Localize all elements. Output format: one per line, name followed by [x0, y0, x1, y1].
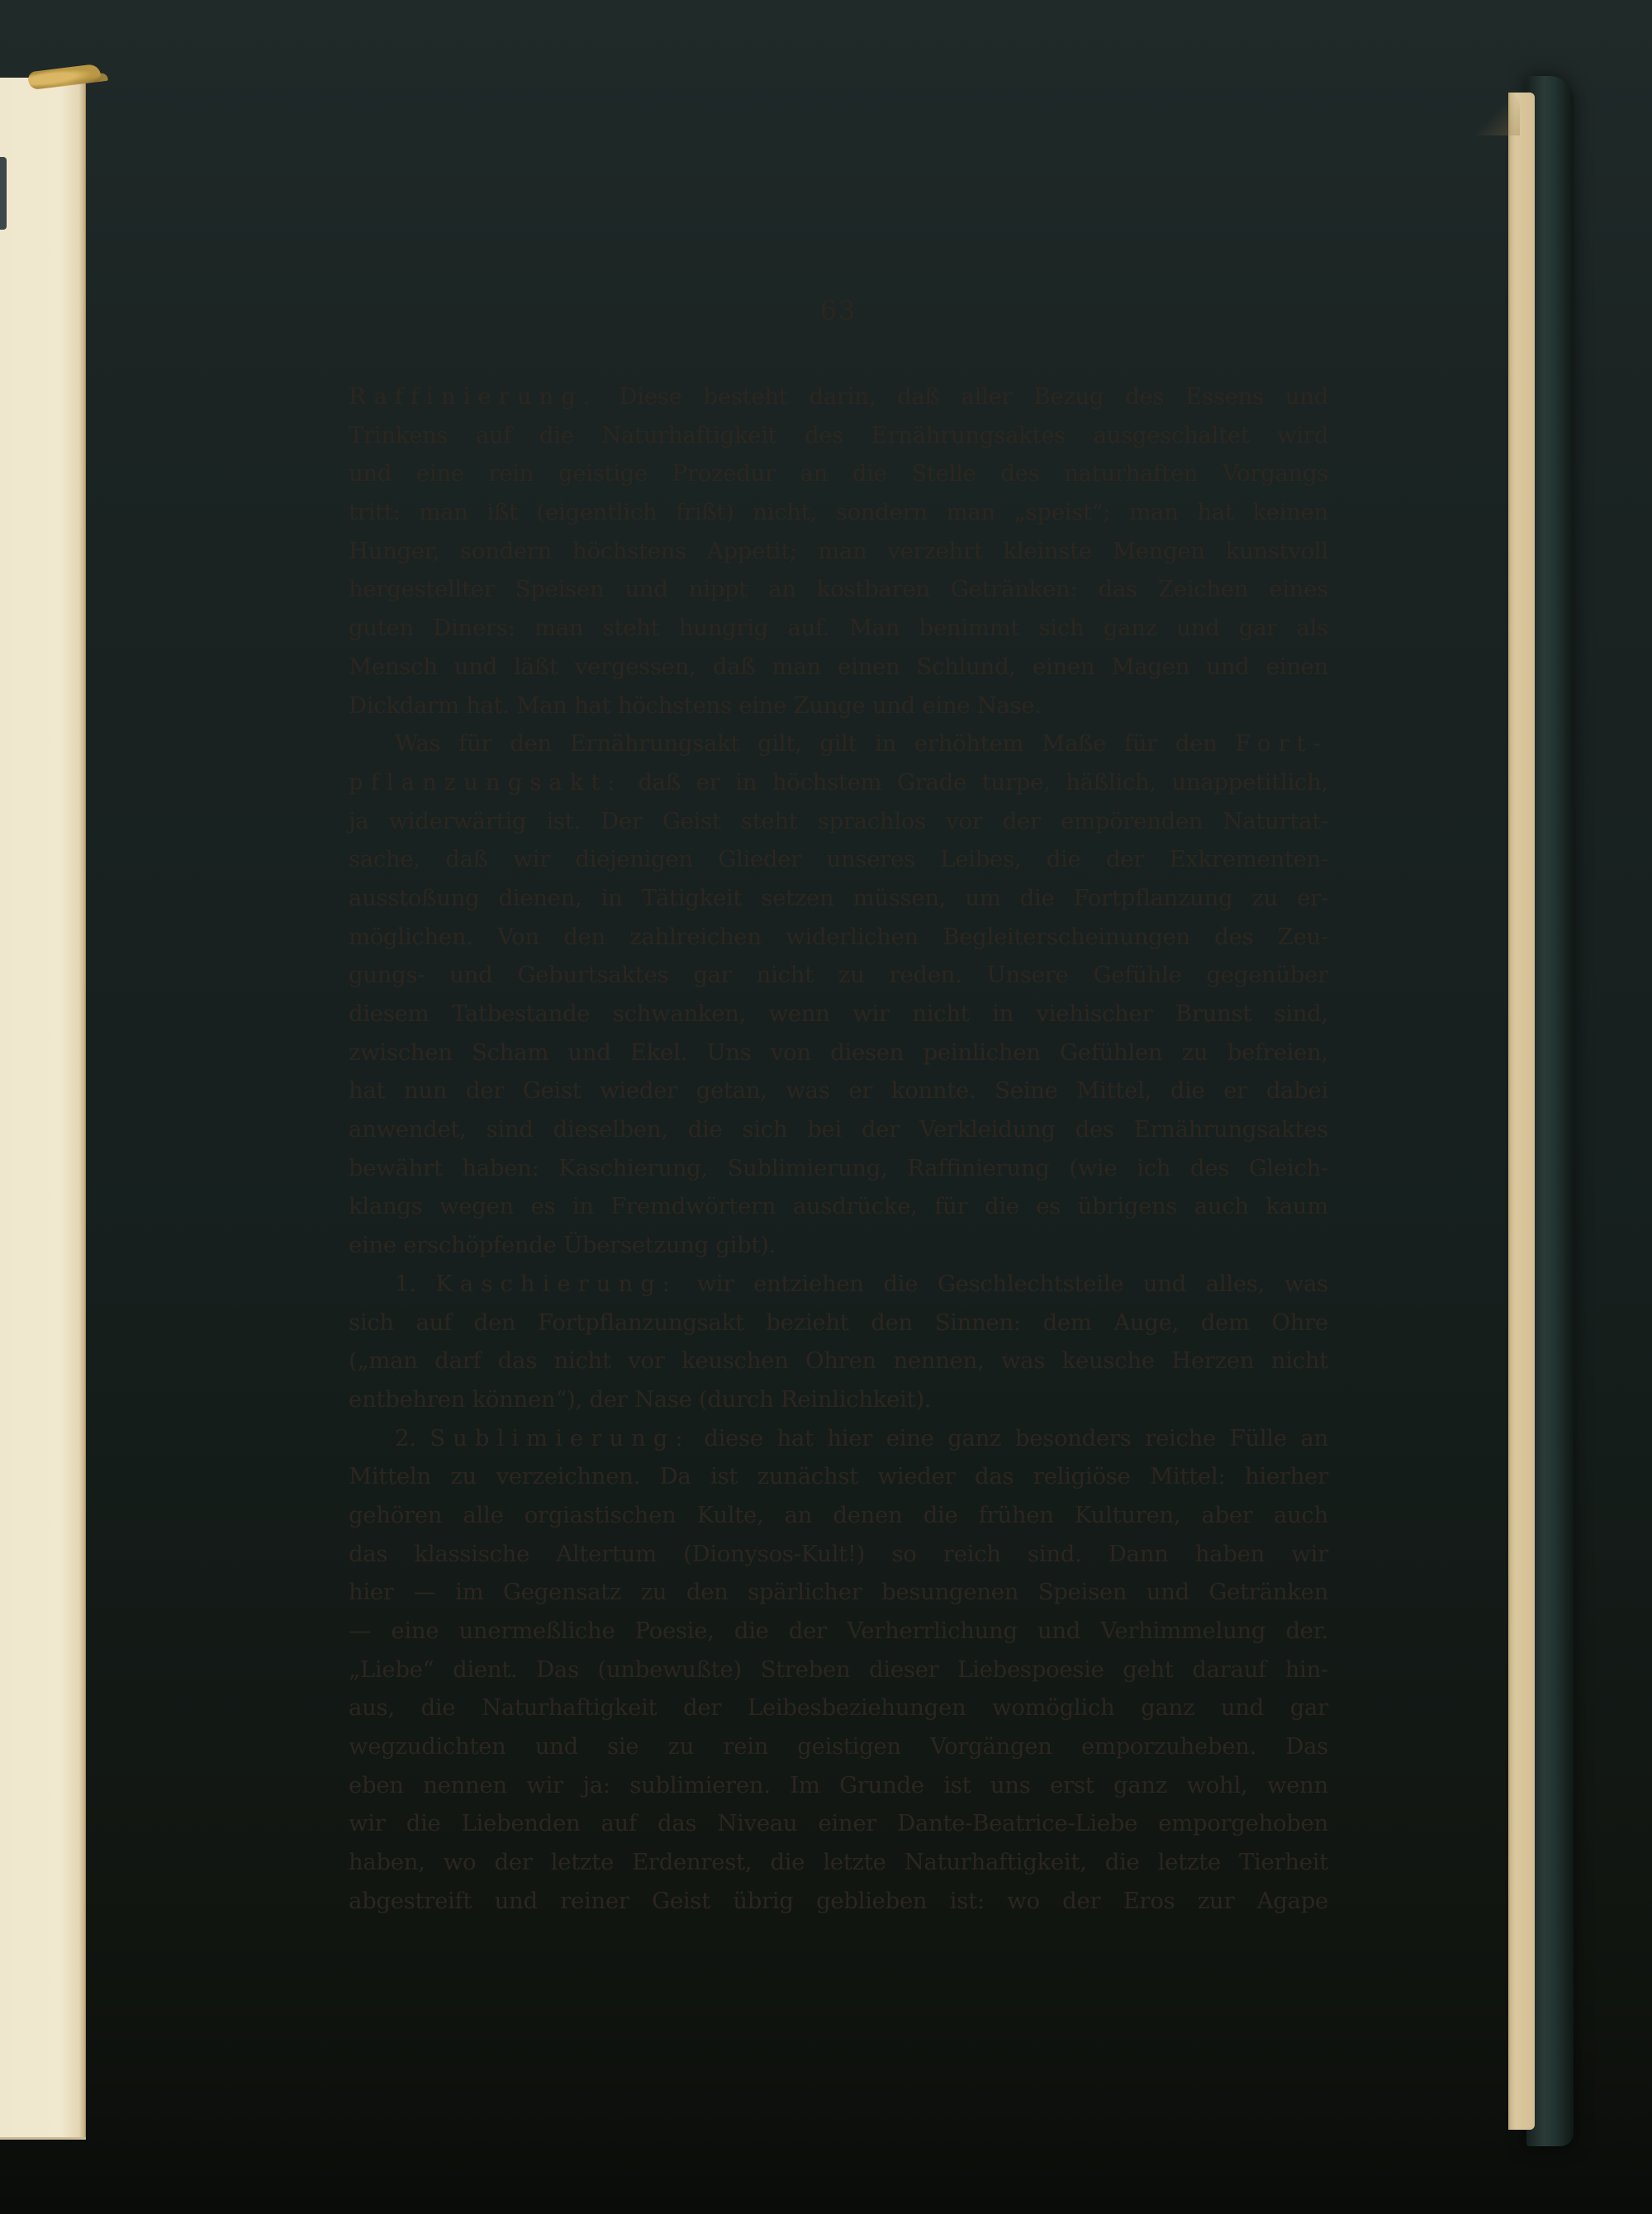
text-line	[349, 416, 1328, 455]
text-line	[349, 1727, 1328, 1766]
text-line	[349, 1304, 1328, 1342]
text-line	[349, 493, 1328, 532]
letterspaced-text: Kaschierung:	[435, 1270, 678, 1297]
text-segment: Diese besteht darin, daß aller Bezug des Essens und	[597, 383, 1328, 410]
facing-page-gutter	[0, 78, 86, 2140]
text-line	[349, 1651, 1328, 1689]
page-text	[349, 378, 1328, 1921]
text-segment: haben, wo der letzte Erdenrest, die letzte Naturhaftigkeit, die letzte Tierheit	[349, 1849, 1328, 1876]
text-segment: — eine unermeßliche Poesie, die der Verherrlichung und Verhimmelung der.	[349, 1618, 1328, 1644]
text-line	[349, 802, 1328, 841]
book-page	[84, 81, 1510, 2121]
text-line	[349, 1110, 1328, 1149]
text-segment: daß er in höchstem Grade turpe, häßlich, unappetitlich,	[622, 768, 1328, 796]
text-segment: gungs- und Geburtsaktes gar nicht zu reden. Unsere Gefühle gegenüber	[349, 962, 1328, 989]
text-segment: Hunger, sondern höchstens Appetit; man verzehrt kleinste Mengen kunstvoll	[349, 537, 1328, 564]
text-segment: eine erschöpfende Übersetzung gibt).	[349, 1232, 776, 1259]
text-segment: wegzudichten und sie zu rein geistigen Vorgängen emporzuheben. Das	[349, 1733, 1328, 1760]
text-line	[349, 1265, 1328, 1304]
text-line	[349, 1071, 1328, 1110]
text-line	[349, 1457, 1328, 1496]
letterspaced-text: Raffinierung.	[349, 383, 598, 410]
text-line	[349, 1187, 1328, 1226]
text-segment: aus, die Naturhaftigkeit der Leibesbeziehungen womöglich ganz und gar	[349, 1694, 1328, 1722]
text-line	[349, 1612, 1328, 1651]
text-line	[349, 570, 1328, 609]
text-segment: tritt: man ißt (eigentlich frißt) nicht, sondern man „speist“; man hat keinen	[349, 499, 1328, 526]
text-segment: Mensch und läßt vergessen, daß man einen Schlund, einen Magen und einen	[349, 653, 1328, 680]
text-segment: klangs wegen es in Fremdwörtern ausdrücke, für die es übrigens auch kaum	[349, 1193, 1328, 1220]
text-line	[349, 1766, 1328, 1805]
text-line	[349, 1419, 1328, 1458]
text-line	[349, 1496, 1328, 1535]
text-segment: Mitteln zu verzeichnen. Da ist zunächst wieder das religiöse Mittel: hierher	[349, 1463, 1328, 1490]
text-line	[349, 1882, 1328, 1921]
text-line	[349, 609, 1328, 648]
text-line	[349, 454, 1328, 493]
text-segment: anwendet, sind dieselben, die sich bei der Verkleidung des Ernährungsaktes	[349, 1116, 1328, 1143]
text-line	[349, 648, 1328, 687]
letterspaced-text: pflanzungsakt:	[349, 768, 623, 796]
text-segment: („man darf das nicht vor keuschen Ohren nennen, was keusche Herzen nicht	[349, 1347, 1328, 1375]
text-line	[349, 1573, 1328, 1612]
text-segment: hat nun der Geist wieder getan, was er konnte. Seine Mittel, die er dabei	[349, 1077, 1328, 1105]
text-line	[349, 1149, 1328, 1188]
text-segment: diesem Tatbestande schwanken, wenn wir nicht in viehischer Brunst sind,	[349, 1000, 1328, 1027]
text-segment: ja widerwärtig ist. Der Geist steht sprachlos vor der empörenden Naturtat-	[349, 807, 1328, 834]
letterspaced-text: Sublimierung:	[430, 1424, 691, 1451]
text-segment: und eine rein geistige Prozedur an die Stelle des naturhaften Vorgangs	[349, 460, 1328, 487]
text-line	[349, 687, 1328, 725]
text-line	[349, 1535, 1328, 1574]
cover-sliver	[0, 157, 7, 230]
text-segment: „Liebe“ dient. Das (unbewußte) Streben dieser Liebespoesie geht darauf hin-	[349, 1656, 1328, 1683]
text-line	[349, 378, 1328, 416]
text-segment: 1.	[395, 1270, 436, 1297]
text-line	[349, 1342, 1328, 1380]
text-segment: wir die Liebenden auf das Niveau einer Dante-Beatrice-Liebe emporgehoben	[349, 1810, 1328, 1837]
text-segment: entbehren können“), der Nase (durch Reinlichkeit).	[349, 1385, 932, 1413]
text-line	[349, 1033, 1328, 1072]
text-line	[349, 1843, 1328, 1882]
text-segment: gehören alle orgiastischen Kulte, an denen die frühen Kulturen, aber auch	[349, 1501, 1328, 1528]
text-segment: eben nennen wir ja: sublimieren. Im Grunde ist uns erst ganz wohl, wenn	[349, 1771, 1328, 1798]
text-segment: 2.	[395, 1424, 430, 1451]
text-segment: hier — im Gegensatz zu den spärlicher besungenen Speisen und Getränken	[349, 1579, 1328, 1606]
text-segment: guten Diners: man steht hungrig auf. Man benimmt sich ganz und gar als	[349, 615, 1328, 642]
text-segment: das klassische Altertum (Dionysos-Kult!) so reich sind. Dann haben wir	[349, 1540, 1328, 1567]
text-line	[349, 1689, 1328, 1727]
text-line	[349, 1226, 1328, 1265]
text-segment: wir entziehen die Geschlechtsteile und alles, was	[677, 1270, 1328, 1297]
text-segment: Trinkens auf die Naturhaftigkeit des Ernährungsaktes ausgeschaltet wird	[349, 421, 1328, 449]
text-segment: Was für den Ernährungsakt gilt, gilt in erhöhtem Maße für den	[395, 730, 1236, 758]
text-segment: hergestellter Speisen und nippt an kostbaren Getränken: das Zeichen eines	[349, 576, 1328, 603]
text-segment: möglichen. Von den zahlreichen widerlichen Begleiterscheinungen des Zeu-	[349, 923, 1328, 950]
page-number: 63	[819, 295, 857, 326]
text-segment: ausstoßung dienen, in Tätigkeit setzen müssen, um die Fortpflanzung zu er-	[349, 884, 1328, 911]
text-line	[349, 1380, 1328, 1419]
text-segment: sich auf den Fortpflanzungsakt bezieht den Sinnen: dem Auge, dem Ohre	[349, 1309, 1328, 1336]
text-segment: Dickdarm hat. Man hat höchstens eine Zunge und eine Nase.	[349, 691, 1042, 719]
text-segment: sache, daß wir diejenigen Glieder unseres Leibes, die der Exkrementen-	[349, 846, 1328, 873]
text-segment: abgestreift und reiner Geist übrig geblieben ist: wo der Eros zur Agape	[349, 1887, 1328, 1914]
text-line	[349, 840, 1328, 879]
page-stack-fore-edge	[1508, 93, 1535, 2130]
text-line	[349, 1804, 1328, 1843]
text-segment: diese hat hier eine ganz besonders reiche Fülle an	[690, 1424, 1328, 1451]
text-line	[349, 532, 1328, 571]
text-line	[349, 763, 1328, 802]
text-segment: zwischen Scham und Ekel. Uns von diesen peinlichen Gefühlen zu befreien,	[349, 1038, 1328, 1066]
text-line	[349, 879, 1328, 918]
text-segment: bewährt haben: Kaschierung, Sublimierung, Raffinierung (wie ich des Gleich-	[349, 1154, 1328, 1181]
text-line	[349, 918, 1328, 957]
text-line	[349, 956, 1328, 995]
text-line	[349, 725, 1328, 763]
letterspaced-text: Fort-	[1235, 730, 1328, 758]
text-line	[349, 995, 1328, 1033]
page-corner-shading	[1462, 86, 1520, 135]
